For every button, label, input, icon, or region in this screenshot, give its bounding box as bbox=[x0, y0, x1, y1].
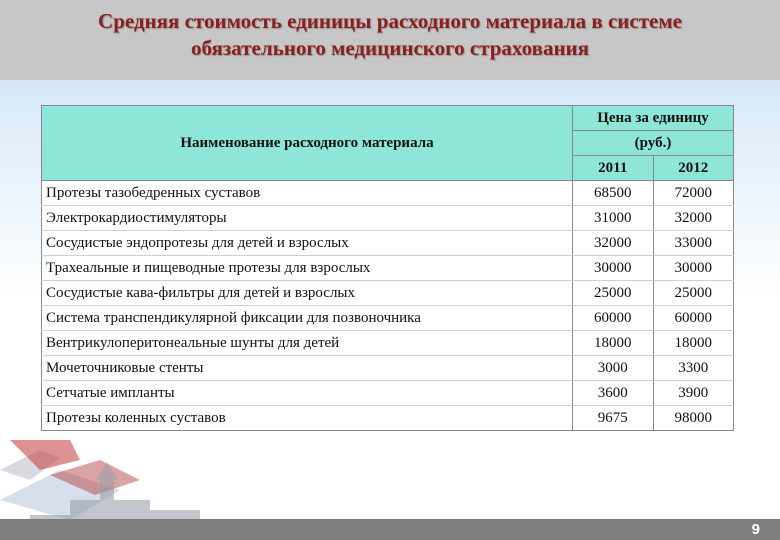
price-2012: 25000 bbox=[653, 281, 734, 306]
price-2011: 32000 bbox=[573, 231, 654, 256]
material-name: Трахеальные и пищеводные протезы для взрослых bbox=[42, 256, 573, 281]
material-name: Вентрикулоперитонеальные шунты для детей bbox=[42, 331, 573, 356]
price-2012: 18000 bbox=[653, 331, 734, 356]
table-row bbox=[42, 306, 734, 331]
price-2012: 60000 bbox=[653, 306, 734, 331]
table-row bbox=[42, 281, 734, 306]
slide-title-line2: обязательного медицинского страхования bbox=[190, 36, 590, 60]
price-2012: 98000 bbox=[653, 406, 734, 431]
footer-bar bbox=[0, 519, 780, 540]
material-name: Сетчатые импланты bbox=[42, 381, 573, 406]
material-name: Система транспендикулярной фиксации для позвоночника bbox=[42, 306, 573, 331]
price-2011: 31000 bbox=[573, 206, 654, 231]
table-row bbox=[42, 406, 734, 431]
price-2011: 30000 bbox=[573, 256, 654, 281]
material-name: Сосудистые эндопротезы для детей и взрослых bbox=[42, 231, 573, 256]
price-2011: 18000 bbox=[573, 331, 654, 356]
price-2011: 9675 bbox=[573, 406, 654, 431]
price-table bbox=[41, 105, 734, 431]
price-2012: 3900 bbox=[653, 381, 734, 406]
material-name: Протезы коленных суставов bbox=[42, 406, 573, 431]
table-row bbox=[42, 331, 734, 356]
slide-title bbox=[0, 8, 780, 62]
table-row bbox=[42, 206, 734, 231]
year-2012-header: 2012 bbox=[653, 156, 734, 181]
table-row bbox=[42, 356, 734, 381]
year-2011-header: 2011 bbox=[573, 156, 654, 181]
price-2012: 33000 bbox=[653, 231, 734, 256]
material-name: Электрокардиостимуляторы bbox=[42, 206, 573, 231]
material-name: Мочеточниковые стенты bbox=[42, 356, 573, 381]
table-row bbox=[42, 256, 734, 281]
price-2012: 30000 bbox=[653, 256, 734, 281]
price-2011: 25000 bbox=[573, 281, 654, 306]
table-row bbox=[42, 381, 734, 406]
col-price-header-line1: Цена за единицу bbox=[573, 106, 734, 131]
price-2011: 3000 bbox=[573, 356, 654, 381]
price-2012: 32000 bbox=[653, 206, 734, 231]
price-2011: 60000 bbox=[573, 306, 654, 331]
page-number: 9 bbox=[751, 521, 760, 538]
price-2011: 68500 bbox=[573, 181, 654, 206]
slide-title-line1: Средняя стоимость единицы расходного материала в системе bbox=[98, 9, 682, 33]
col-price-header-line2: (руб.) bbox=[573, 131, 734, 156]
price-2012: 72000 bbox=[653, 181, 734, 206]
material-name: Протезы тазобедренных суставов bbox=[42, 181, 573, 206]
price-2012: 3300 bbox=[653, 356, 734, 381]
material-name: Сосудистые кава-фильтры для детей и взрослых bbox=[42, 281, 573, 306]
table-row bbox=[42, 181, 734, 206]
table-row bbox=[42, 231, 734, 256]
col-name-header: Наименование расходного материала bbox=[42, 106, 573, 181]
price-2011: 3600 bbox=[573, 381, 654, 406]
